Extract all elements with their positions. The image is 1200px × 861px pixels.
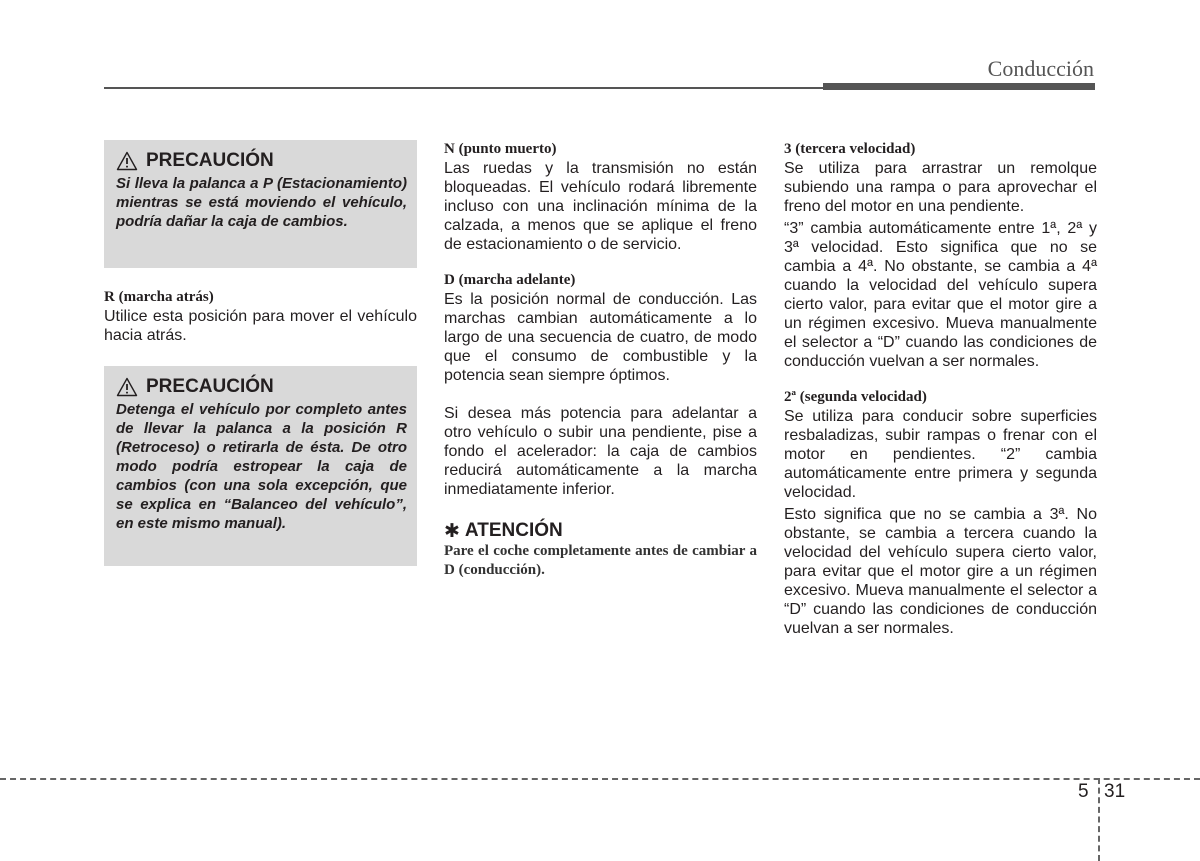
paragraph-2-1: Se utiliza para conducir sobre superficies resbaladizas, subir rampas o frenar con el motor en pendientes. “2” cambia automáticamente entre primera y segunda velocidad. — [784, 408, 1097, 501]
caution-header — [116, 150, 407, 172]
paragraph-d-1: Es la posición normal de conducción. Las marchas cambian automáticamente a lo largo de una secuencia de cuatro, de modo que el consumo de combustible y la potencia sean siempre óptimos. — [444, 291, 757, 384]
paragraph-2-2: Esto significa que no se cambia a 3ª. No obstante, se cambia a tercera cuando la velocidad del vehículo supera cierto valor, para evitar que el motor gire a un régimen excesivo. Mueva manualmente el selector a “D” cuando las condiciones de conducción vuelvan a ser normales. — [784, 506, 1097, 637]
caution-text: Detenga el vehículo por completo antes de llevar la palanca a la posición R (Retroceso) o retirarla de ésta. De otro modo podría estropear la caja de cambios (con una sola excepción, que se explica en “Balanceo del vehículo”, en este mismo manual). — [116, 401, 407, 532]
asterisk-icon: ✱ — [444, 520, 460, 542]
header-rule-accent — [823, 83, 1095, 90]
paragraph-r: Utilice esta posición para mover el vehículo hacia atrás. — [104, 308, 417, 344]
caution-box-p — [104, 140, 417, 268]
caution-title: PRECAUCIÓN — [146, 150, 274, 171]
section-heading-3: 3 (tercera velocidad) — [784, 141, 916, 157]
chapter-number: 5 — [1078, 781, 1089, 802]
attention-text: Pare el coche completamente antes de cambiar a D (conducción). — [444, 543, 757, 578]
section-heading-2: 2ª (segunda velocidad) — [784, 389, 927, 405]
section-title: Conducción — [987, 56, 1094, 81]
paragraph-n: Las ruedas y la transmisión no están bloqueadas. El vehículo rodará libremente incluso con una inclinación mínima de la calzada, a menos que se aplique el freno de estacionamiento o de servicio. — [444, 160, 757, 253]
paragraph-3-2: “3” cambia automáticamente entre 1ª, 2ª y 3ª velocidad. Esto significa que no se cambia a 4ª. No obstante, se cambia a 4ª cuando la velocidad del vehículo supera cierto valor, para evitar que el motor gire a un régimen excesivo. Mueva manualmente el selector a “D” cuando las condiciones de conducción vuelvan a ser normales. — [784, 220, 1097, 370]
paragraph-3-1: Se utiliza para arrastrar un remolque subiendo una rampa o para aprovechar el freno del motor en una pendiente. — [784, 160, 1097, 215]
attention-header — [444, 520, 757, 542]
warning-triangle-icon — [116, 151, 138, 171]
warning-triangle-icon — [116, 377, 138, 397]
section-heading-d: D (marcha adelante) — [444, 272, 576, 288]
caution-box-r — [104, 366, 417, 566]
caution-text: Si lleva la palanca a P (Estacionamiento) mientras se está moviendo el vehículo, podría dañar la caja de cambios. — [116, 175, 407, 230]
caution-header — [116, 376, 407, 398]
footer-rule — [0, 778, 1200, 780]
section-heading-r: R (marcha atrás) — [104, 289, 214, 305]
column-right — [784, 140, 1097, 638]
column-left — [104, 140, 417, 566]
footer-divider — [1098, 778, 1100, 861]
caution-title: PRECAUCIÓN — [146, 376, 274, 397]
column-middle — [444, 140, 757, 580]
page-number: 31 — [1104, 781, 1126, 802]
attention-title: ATENCIÓN — [464, 520, 563, 541]
section-heading-n: N (punto muerto) — [444, 141, 557, 157]
paragraph-d-2: Si desea más potencia para adelantar a otro vehículo o subir una pendiente, pise a fondo el acelerador: la caja de cambios reducirá automáticamente a la marcha inmediatamente inferior. — [444, 405, 757, 498]
